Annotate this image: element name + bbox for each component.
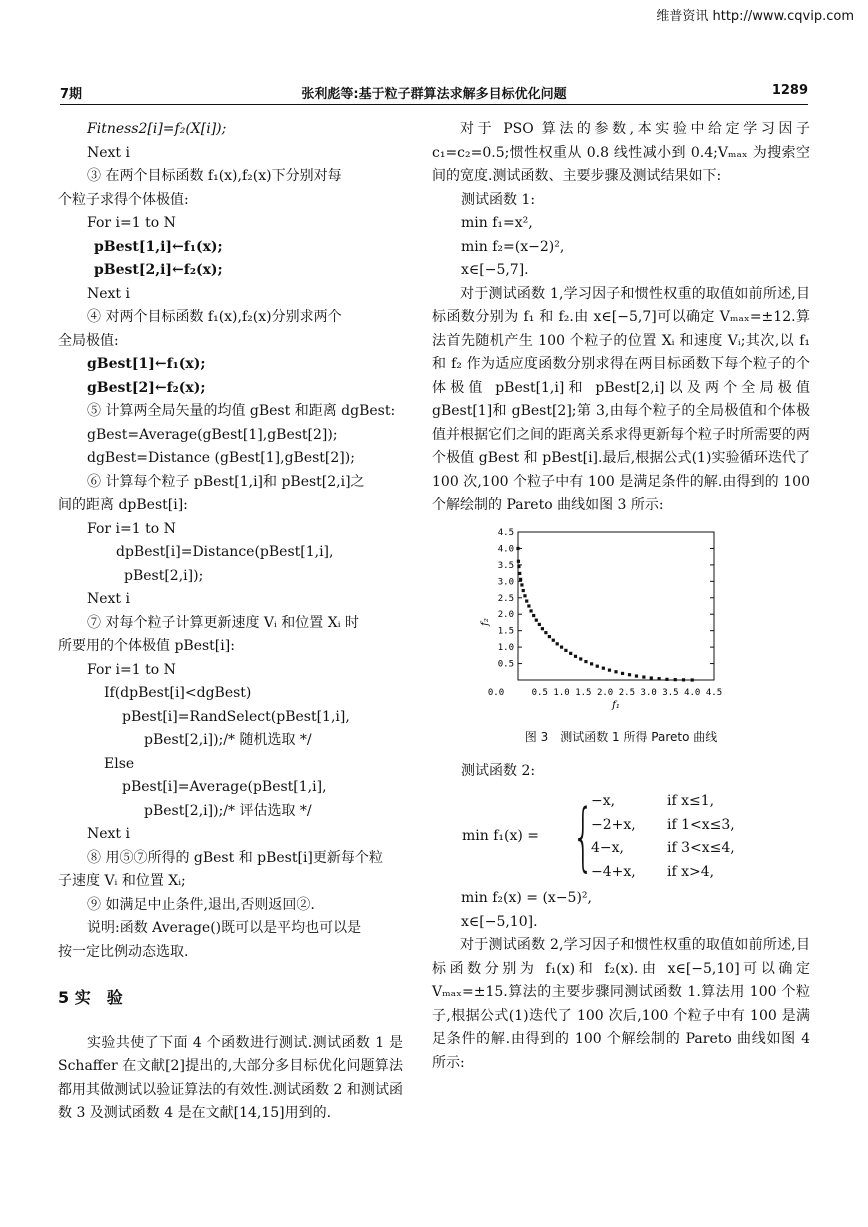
data-point (658, 677, 661, 680)
data-point (682, 678, 685, 681)
data-point (541, 627, 544, 630)
y-tick-label: 1.0 (497, 642, 514, 653)
x-axis-label: f₁ (612, 699, 620, 711)
data-point (519, 577, 522, 580)
formula-line: x∈[−5,7]. (461, 262, 529, 278)
page-number: 1289 (771, 83, 808, 98)
algo-line: pBest[i]=RandSelect(pBest[1,i], (122, 708, 350, 725)
y-tick-label: 1.5 (497, 626, 514, 637)
algo-line: dgBest=Distance (gBest[1],gBest[2]); (87, 450, 355, 466)
x-tick-label: 0.5 (531, 687, 548, 698)
piecewise-formula (432, 787, 810, 887)
running-header (60, 83, 808, 101)
left-column (58, 118, 403, 1126)
algo-line: Next i (87, 826, 130, 842)
data-point (621, 671, 624, 674)
paragraph: 实验共使了下面 4 个函数进行测试.测试函数 1 是 Schaffer 在文献[2]提出的,大部分多目标优化问题算法都用其做测试以验证算法的有效性.测试函数 2 和测试函数 3 及测试函数 4 是在文献[14,15]用到的. (58, 1034, 403, 1121)
x-tick-label: 0.0 (487, 687, 505, 698)
algo-line: Next i (87, 144, 130, 161)
data-point (517, 564, 520, 567)
header-rule (60, 104, 808, 105)
case-expr: 4−x, (591, 840, 624, 856)
y-tick-label: 2.5 (497, 593, 514, 604)
data-point (556, 642, 559, 645)
right-column (432, 118, 810, 1075)
formula-line: min f₂=(x−2)², (461, 238, 565, 255)
y-tick-label: 3.5 (497, 560, 514, 571)
algo-line: 个粒子求得个体极值: (58, 191, 189, 208)
paragraph: 对于测试函数 2,学习因子和惯性权重的取值如前所述,目标函数分别为 f₁(x)和 f₂(x).由 x∈[−5,10]可以确定 Vₘₐₓ=±15.算法的主要步骤同测试函数 1.算法用 100 个粒子,根据公式(1)迭代了 100 次后,100 个粒子中有 100 是满足条件的解.由得到的 100 个解绘制的 Pareto 曲线如图 4 所示: (432, 937, 810, 1071)
y-tick-label: 4.0 (497, 543, 514, 554)
paragraph: 对于 PSO 算法的参数,本实验中给定学习因子 c₁=c₂=0.5;惯性权重从 0.8 线性减小到 0.4;Vₘₐₓ 为搜索空间的宽度.测试函数、主要步骤及测试结果如下: (432, 121, 810, 184)
data-point (614, 670, 617, 673)
test-function-title: 测试函数 1: (461, 191, 536, 208)
data-point (579, 657, 582, 660)
figure-3 (432, 524, 810, 725)
algo-line: gBest=Average(gBest[1],gBest[2]); (87, 426, 338, 443)
data-point (608, 668, 611, 671)
plot-frame (518, 532, 714, 680)
algo-line: 所要用的个体极值 pBest[i]: (58, 638, 235, 654)
algo-line: 全局极值: (58, 332, 119, 349)
data-point (691, 678, 694, 681)
test-function-title: 测试函数 2: (461, 762, 536, 779)
data-point (650, 676, 653, 679)
data-point (548, 634, 551, 637)
algo-line: pBest[2,i]);/* 评估选取 */ (144, 802, 312, 819)
y-tick-label: 0.5 (497, 659, 514, 670)
algo-line: ⑧ 用⑤⑦所得的 gBest 和 pBest[i]更新每个粒 (87, 849, 383, 866)
data-point (544, 631, 547, 634)
x-tick-label: 4.0 (684, 687, 701, 698)
algo-line: dpBest[i]=Distance(pBest[1,i], (116, 544, 334, 560)
x-tick-label: 4.5 (705, 687, 723, 698)
data-point (628, 673, 631, 676)
case-expr: −4+x, (591, 863, 636, 880)
data-point (523, 594, 526, 597)
algo-line: ⑦ 对每个粒子计算更新速度 Vᵢ 和位置 Xᵢ 时 (87, 614, 359, 631)
data-point (584, 659, 587, 662)
data-point (642, 675, 645, 678)
algo-line: Next i (87, 591, 130, 607)
data-point (532, 613, 535, 616)
x-tick-label: 2.5 (618, 687, 636, 698)
algo-line: 间的距离 dpBest[i]: (58, 497, 188, 513)
algo-line: Else (104, 755, 135, 772)
data-point (522, 588, 525, 591)
watermark: 维普资讯 http://www.cqvip.com (656, 9, 854, 24)
data-point (535, 618, 538, 621)
algo-line: ⑥ 计算每个粒子 pBest[1,i]和 pBest[2,i]之 (87, 473, 365, 490)
data-point (525, 599, 528, 602)
algo-line: pBest[i]=Average(pBest[1,i], (122, 779, 327, 795)
case-expr: −2+x, (591, 816, 636, 833)
data-point (635, 674, 638, 677)
data-point (517, 559, 520, 562)
paragraph: 对于测试函数 1,学习因子和惯性权重的取值如前所述,目标函数分别为 f₁ 和 f₂.由 x∈[−5,7]可以确定 Vₘₐₓ=±12.算法首先随机产生 100 个粒子的位置 Xᵢ 和速度 Vᵢ;其次,以 f₁ 和 f₂ 作为适应度函数分别求得在两目标函数下每个粒子的个体极值 pBest[1,i]和 pBest[2,i]以及两个全局极值 gBest[1]和 gBest[2];第 3,由每个粒子的全局极值和个体极值并根据它们之间的距离关系求得更新每个粒子时所需要的两个极值 gBest 和 pBest[i].最后,根据公式(1)实验循环迭代了 100 次,100 个粒子中有 100 是满足条件的解.由得到的 100 个解绘制的 Pareto 曲线如图 3 所示: (432, 285, 810, 513)
y-tick-label: 2.0 (497, 609, 514, 620)
algo-line: For i=1 to N (87, 520, 176, 537)
algo-line: 按一定比例动态选取. (58, 943, 189, 960)
case-cond: if x≤1, (667, 793, 715, 809)
data-point (602, 666, 605, 669)
case-cond: if x>4, (667, 863, 715, 880)
algo-line: gBest[2]←f₂(x); (87, 379, 206, 396)
algo-line: gBest[1]←f₁(x); (87, 356, 206, 372)
formula-line: min f₂(x) = (x−5)², (461, 890, 592, 906)
y-axis-label: f₂ (480, 617, 491, 626)
data-point (574, 654, 577, 657)
running-title: 张利彪等:基于粒子群算法求解多目标优化问题 (301, 87, 567, 102)
brace-icon: { (572, 794, 594, 880)
algo-line: pBest[2,i]); (124, 567, 204, 584)
data-point (560, 645, 563, 648)
algo-line: ④ 对两个目标函数 f₁(x),f₂(x)分别求两个 (87, 309, 342, 325)
pareto-chart (432, 524, 810, 716)
algo-line: ⑨ 如满足中止条件,退出,否则返回②. (87, 896, 315, 913)
algo-line: 子速度 Vᵢ 和位置 Xᵢ; (58, 873, 186, 889)
piecewise-cases (587, 790, 739, 884)
formula-lhs: min f₁(x) = (462, 828, 540, 845)
data-point (520, 583, 523, 586)
data-point (569, 651, 572, 654)
algo-line: Fitness2[i]=f₂(X[i]); (87, 121, 227, 137)
section-heading: 5 实 验 (58, 988, 123, 1007)
x-tick-label: 1.5 (575, 687, 592, 698)
algo-line: If(dpBest[i]<dgBest) (104, 685, 252, 701)
data-point (552, 638, 555, 641)
data-point (527, 604, 530, 607)
x-tick-label: 3.5 (662, 687, 679, 698)
data-point (518, 571, 521, 574)
algo-line: pBest[1,i]←f₁(x); (94, 238, 223, 255)
case-cond: if 3<x≤4, (667, 840, 735, 856)
algo-line: For i=1 to N (87, 661, 176, 678)
algo-line: pBest[2,i]);/* 随机选取 */ (144, 732, 312, 748)
formula-line: x∈[−5,10]. (461, 913, 538, 930)
data-point (516, 546, 519, 549)
x-tick-label: 2.0 (596, 687, 614, 698)
x-tick-label: 3.0 (640, 687, 657, 698)
algo-line: Next i (87, 285, 130, 302)
case-expr: −x, (591, 793, 616, 809)
data-point (529, 609, 532, 612)
y-tick-label: 4.5 (497, 527, 514, 538)
data-point (665, 677, 668, 680)
formula-line: min f₁=x², (461, 215, 533, 231)
data-point (538, 622, 541, 625)
x-tick-label: 1.0 (553, 687, 570, 698)
figure-caption: 图 3 测试函数 1 所得 Pareto 曲线 (524, 730, 718, 744)
data-point (596, 664, 599, 667)
data-point (564, 648, 567, 651)
algo-line: ⑤ 计算两全局矢量的均值 gBest 和距离 dgBest: (87, 403, 396, 419)
case-cond: if 1<x≤3, (667, 816, 735, 833)
algo-line: 说明:函数 Average()既可以是平均也可以是 (87, 920, 362, 936)
data-point (590, 662, 593, 665)
algo-line: For i=1 to N (87, 215, 176, 231)
algo-line: pBest[2,i]←f₂(x); (94, 262, 223, 278)
data-point (674, 678, 677, 681)
y-tick-label: 3.0 (497, 576, 514, 587)
algo-line: ③ 在两个目标函数 f₁(x),f₂(x)下分别对每 (87, 168, 342, 184)
issue-number: 7期 (60, 87, 83, 102)
